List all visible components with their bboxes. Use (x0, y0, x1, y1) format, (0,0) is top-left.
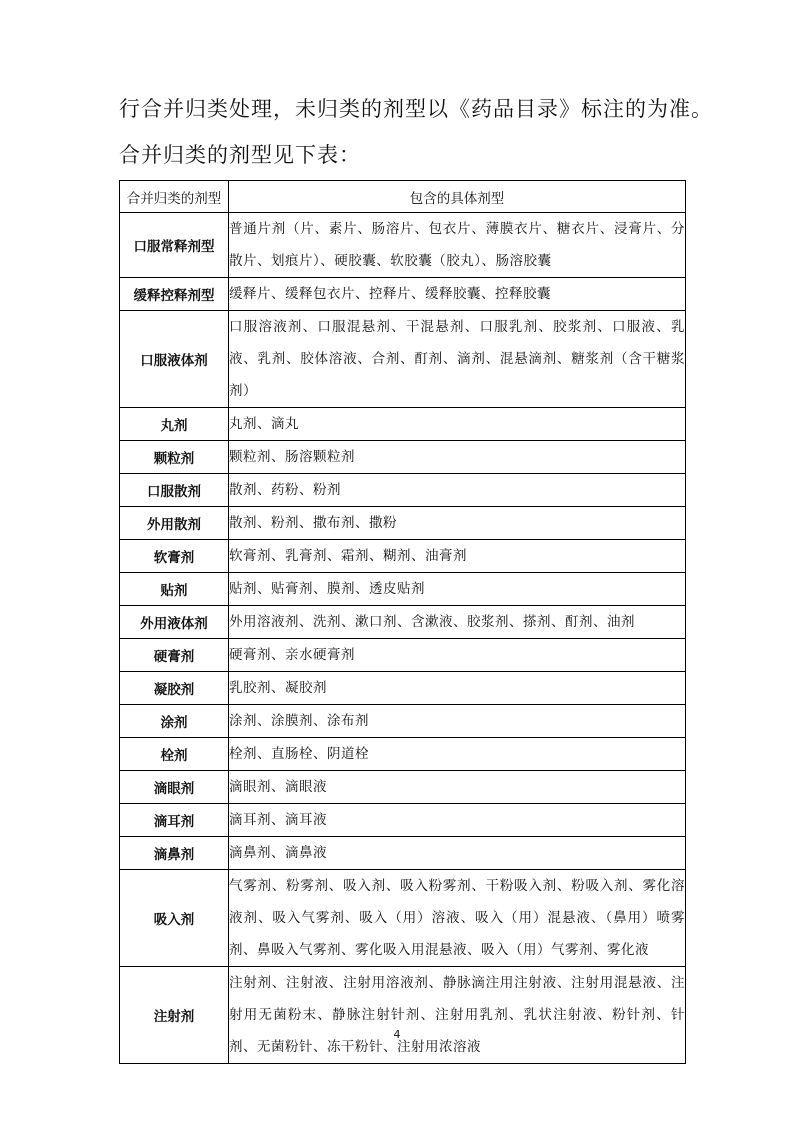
items-cell: 注射剂、注射液、注射用溶液剂、静脉滴注用注射液、注射用混悬液、注射用无菌粉末、静脉注射针剂、注射用乳剂、乳状注射液、粉针剂、针剂、无菌粉针、冻干粉针、注射用浓溶液 (229, 967, 686, 1064)
table-row (120, 606, 686, 639)
items-cell: 丸剂、滴丸 (229, 408, 686, 441)
header-merged-category: 合并归类的剂型 (120, 181, 229, 213)
category-cell: 注射剂 (120, 967, 229, 1064)
header-specific-forms: 包含的具体剂型 (229, 181, 686, 213)
items-cell: 涂剂、涂膜剂、涂布剂 (229, 705, 686, 738)
table-row (120, 870, 686, 967)
category-cell: 口服散剂 (120, 474, 229, 507)
items-cell: 贴剂、贴膏剂、膜剂、透皮贴剂 (229, 573, 686, 606)
items-cell: 颗粒剂、肠溶颗粒剂 (229, 441, 686, 474)
table-row (120, 507, 686, 540)
table-row (120, 804, 686, 837)
page-number: 4 (393, 1028, 401, 1041)
category-cell: 外用液体剂 (120, 606, 229, 639)
category-cell: 硬膏剂 (120, 639, 229, 672)
table-row (120, 837, 686, 870)
table-row (120, 705, 686, 738)
category-cell: 栓剂 (120, 738, 229, 771)
category-cell: 贴剂 (120, 573, 229, 606)
items-cell: 软膏剂、乳膏剂、霜剂、糊剂、油膏剂 (229, 540, 686, 573)
items-cell: 口服溶液剂、口服混悬剂、干混悬剂、口服乳剂、胶浆剂、口服液、乳液、乳剂、胶体溶液、合剂、酊剂、滴剂、混悬滴剂、糖浆剂（含干糖浆剂） (229, 311, 686, 408)
items-cell: 普通片剂（片、素片、肠溶片、包衣片、薄膜衣片、糖衣片、浸膏片、分散片、划痕片）、硬胶囊、软胶囊（胶丸）、肠溶胶囊 (229, 213, 686, 278)
items-cell: 乳胶剂、凝胶剂 (229, 672, 686, 705)
items-cell: 滴耳剂、滴耳液 (229, 804, 686, 837)
category-cell: 丸剂 (120, 408, 229, 441)
table-row (120, 278, 686, 311)
table-row (120, 967, 686, 1064)
table-row (120, 639, 686, 672)
table-row (120, 441, 686, 474)
category-cell: 吸入剂 (120, 870, 229, 967)
items-cell: 气雾剂、粉雾剂、吸入剂、吸入粉雾剂、干粉吸入剂、粉吸入剂、雾化溶液剂、吸入气雾剂、吸入（用）溶液、吸入（用）混悬液、（鼻用）喷雾剂、鼻吸入气雾剂、雾化吸入用混悬液、吸入（用）气雾剂、雾化液 (229, 870, 686, 967)
table-row (120, 672, 686, 705)
category-cell: 缓释控释剂型 (120, 278, 229, 311)
items-cell: 外用溶液剂、洗剂、漱口剂、含漱液、胶浆剂、搽剂、酊剂、油剂 (229, 606, 686, 639)
items-cell: 滴眼剂、滴眼液 (229, 771, 686, 804)
table-header-row (120, 181, 686, 213)
table-row (120, 311, 686, 408)
table-row (120, 213, 686, 278)
items-cell: 硬膏剂、亲水硬膏剂 (229, 639, 686, 672)
intro-line-2: 合并归类的剂型见下表： (119, 143, 361, 167)
category-cell: 颗粒剂 (120, 441, 229, 474)
items-cell: 栓剂、直肠栓、阴道栓 (229, 738, 686, 771)
category-cell: 外用散剂 (120, 507, 229, 540)
category-cell: 软膏剂 (120, 540, 229, 573)
table-row (120, 540, 686, 573)
items-cell: 散剂、药粉、粉剂 (229, 474, 686, 507)
category-cell: 凝胶剂 (120, 672, 229, 705)
items-cell: 滴鼻剂、滴鼻液 (229, 837, 686, 870)
category-cell: 口服常释剂型 (120, 213, 229, 278)
table-row (120, 474, 686, 507)
table-row (120, 408, 686, 441)
items-cell: 散剂、粉剂、撒布剂、撒粉 (229, 507, 686, 540)
table-row (120, 573, 686, 606)
items-cell: 缓释片、缓释包衣片、控释片、缓释胶囊、控释胶囊 (229, 278, 686, 311)
category-cell: 口服液体剂 (120, 311, 229, 408)
dosage-form-table (119, 180, 686, 1064)
category-cell: 滴眼剂 (120, 771, 229, 804)
category-cell: 涂剂 (120, 705, 229, 738)
category-cell: 滴耳剂 (120, 804, 229, 837)
intro-line-1: 行合并归类处理，未归类的剂型以《药品目录》标注的为准。 (119, 97, 713, 121)
table-row (120, 738, 686, 771)
category-cell: 滴鼻剂 (120, 837, 229, 870)
table-row (120, 771, 686, 804)
